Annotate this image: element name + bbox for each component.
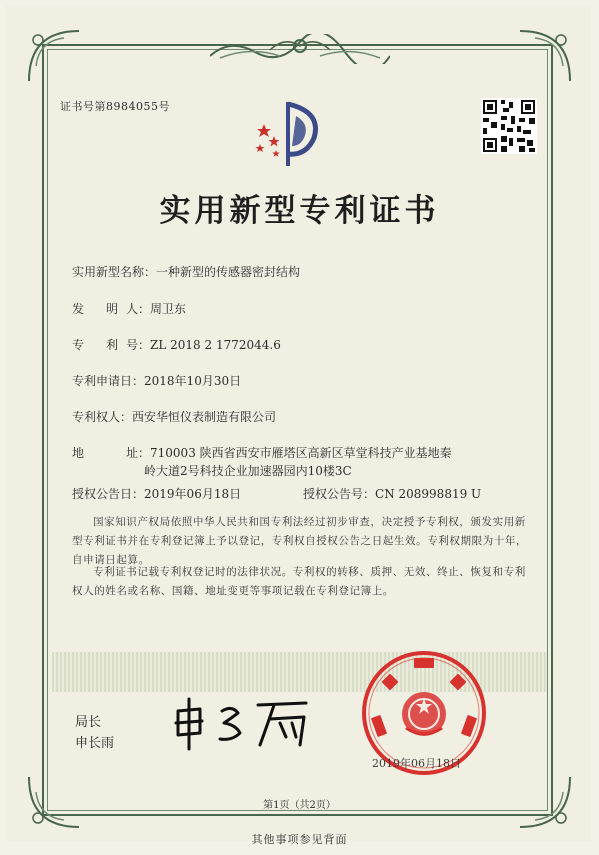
label-patent-a: 专 <box>72 338 85 352</box>
value-patentee: 西安华恒仪表制造有限公司 <box>132 410 277 424</box>
label-patentee: 专利权人： <box>72 410 133 424</box>
value-address-line2: 岭大道2号科技企业加速器园内10楼3C <box>144 464 352 478</box>
value-announcement-date: 2019年06月18日 <box>144 487 242 501</box>
top-ornament <box>210 34 390 64</box>
label-announcement-date: 授权公告日： <box>72 487 145 501</box>
field-address <box>72 444 452 461</box>
label-address-b: 址： <box>126 446 151 460</box>
certificate-title: 实用新型专利证书 <box>159 193 440 229</box>
field-utility-model-name <box>72 263 300 280</box>
value-patent-number: ZL 2018 2 1772044.6 <box>150 338 281 352</box>
field-filing-date <box>72 372 241 389</box>
label-announcement-no: 授权公告号： <box>303 487 376 501</box>
label-inventor-b: 明 <box>106 302 119 316</box>
paragraph-grant: 国家知识产权局依照中华人民共和国专利法经过初步审查，决定授予专利权，颁发实用新型专利证书并在专利登记簿上予以登记，专利权自授权公告之日起生效。专利权期限为十年，自申请日起算。 <box>72 516 528 566</box>
field-patent-number <box>72 336 281 353</box>
corner-ornament-tr <box>515 26 575 86</box>
value-address-line1: 710003 陕西省西安市雁塔区高新区草堂科技产业基地秦 <box>150 446 452 460</box>
label-inventor-a: 发 <box>72 302 85 316</box>
label-filing-date: 专利申请日： <box>72 374 145 388</box>
label-patent-c: 号： <box>126 338 151 352</box>
label-patent-b: 利 <box>106 338 119 352</box>
certificate-number: 证书号第8984055号 <box>60 100 170 113</box>
corner-ornament-tl <box>24 26 84 86</box>
field-inventor <box>72 300 186 317</box>
director-name-label: 申长雨 <box>75 736 115 751</box>
field-patentee <box>72 408 276 425</box>
field-announcement-date <box>72 485 241 502</box>
qr-code-icon <box>481 98 537 154</box>
seal-date: 2019年06月18日 <box>372 757 461 770</box>
director-title-label: 局长 <box>75 715 102 730</box>
paragraph-legal-status: 专利证书记载专利权登记时的法律状况。专利权的转移、质押、无效、终止、恢复和专利权人的姓名或名称、国籍、地址变更等事项记载在专利登记簿上。 <box>72 566 526 597</box>
value-announcement-no: CN 208998819 U <box>375 487 482 501</box>
label-utility-model-name: 实用新型名称： <box>72 265 157 279</box>
field-announcement-no <box>303 485 481 502</box>
director-signature-icon <box>170 693 320 753</box>
value-utility-model-name: 一种新型的传感器密封结构 <box>156 265 301 279</box>
label-address-a: 地 <box>72 446 85 460</box>
value-inventor: 周卫东 <box>150 302 187 316</box>
value-filing-date: 2018年10月30日 <box>144 374 242 388</box>
field-address-line2 <box>144 462 352 479</box>
label-inventor-c: 人： <box>126 302 151 316</box>
cnipa-logo-icon <box>250 94 330 172</box>
footer-note: 其他事项参见背面 <box>251 833 348 846</box>
page-number: 第1页（共2页） <box>263 800 336 811</box>
